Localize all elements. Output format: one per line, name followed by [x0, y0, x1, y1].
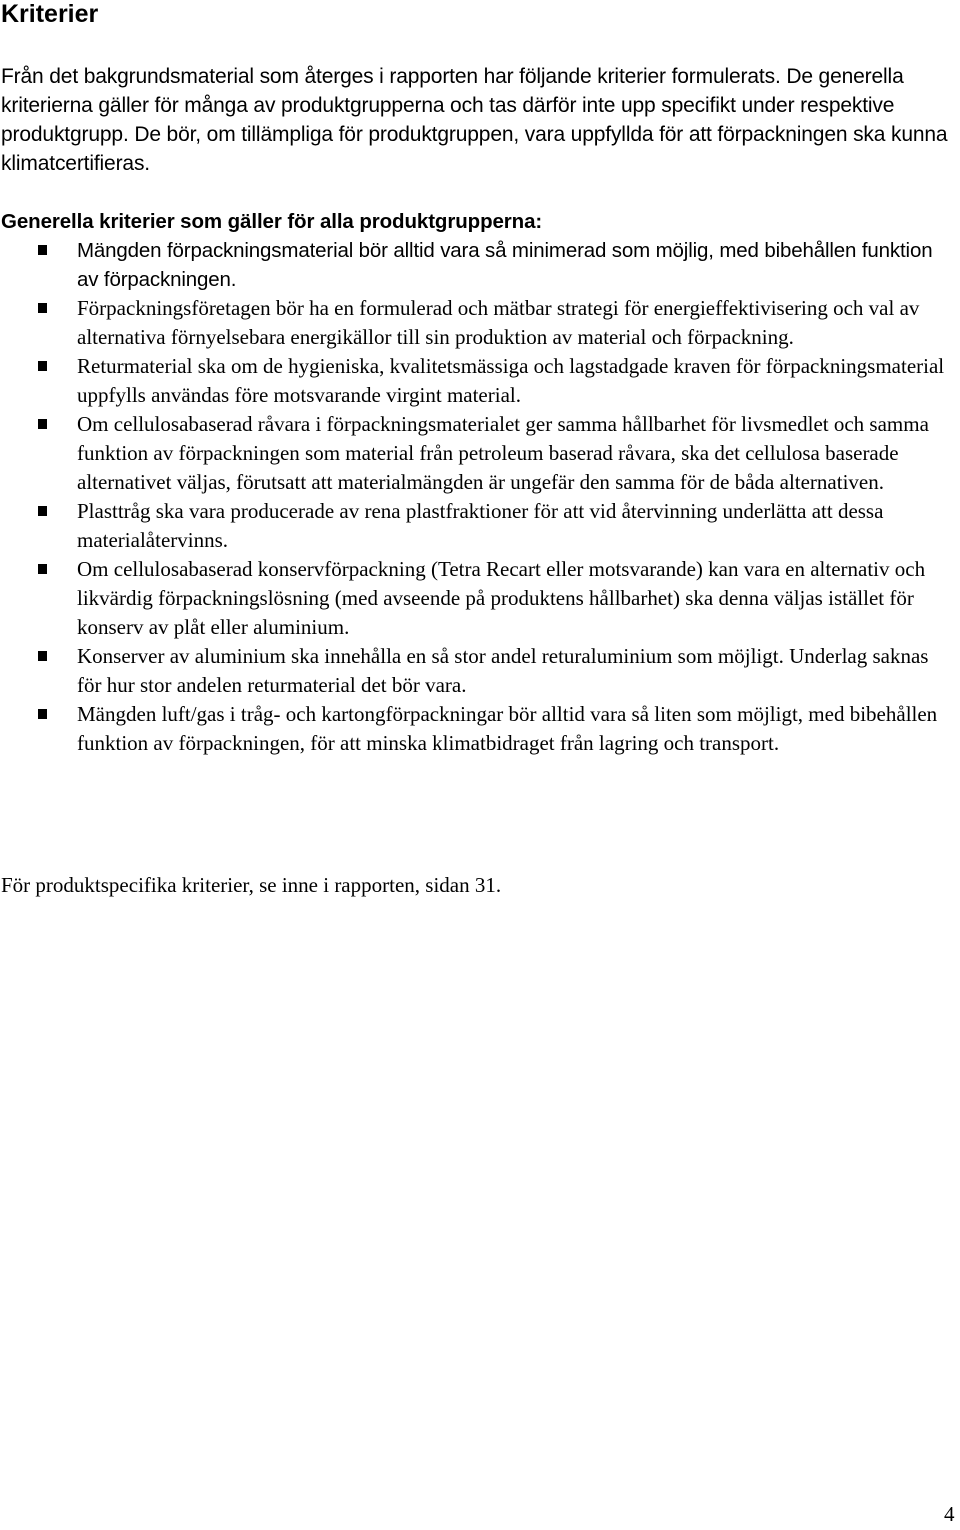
- list-item: [0, 294, 957, 352]
- square-bullet-icon: [38, 419, 47, 429]
- footnote: För produktspecifika kriterier, se inne i rapporten, sidan 31.: [1, 873, 502, 897]
- list-item-text: Om cellulosabaserad konservförpackning (Tetra Recart eller motsvarande) kan vara en alternativ och likvärdig förpackningslösning (med avseende på produktens hållbarhet) ska denna väljas istället för konserv av plåt eller aluminium.: [77, 557, 926, 639]
- list-item-text: Plasttråg ska vara producerade av rena plastfraktioner för att vid återvinning underlätta att dessa materialåtervinns.: [77, 499, 884, 552]
- list-item: [0, 497, 957, 555]
- list-item-text: Förpackningsföretagen bör ha en formulerad och mätbar strategi för energieffektivisering och val av alternativa förnyelsebara energikällor till sin produktion av material och förpackning.: [77, 296, 920, 349]
- square-bullet-icon: [38, 651, 47, 661]
- list-item-text: Om cellulosabaserad råvara i förpackningsmaterialet ger samma hållbarhet för livsmedlet och samma funktion av förpackningen som material från petroleum baserad råvara, ska det cellulosa baserade alternativet väljas, förutsatt att materialmängden är ungefär den samma för de båda alternativen.: [77, 412, 929, 494]
- square-bullet-icon: [38, 303, 47, 313]
- list-item: [0, 700, 957, 758]
- square-bullet-icon: [38, 506, 47, 516]
- section-subheading: Generella kriterier som gäller för alla produktgrupperna:: [1, 210, 543, 233]
- intro-paragraph: Från det bakgrundsmaterial som återges i rapporten har följande kriterier formulerats. De generella kriterierna gäller för många av produktgrupperna och tas därför inte upp specifikt under respektive produktgrupp. De bör, om tillämpliga för produktgruppen, vara uppfyllda för att förpackningen ska kunna klimatcertifieras.: [1, 65, 948, 175]
- page-title: Kriterier: [1, 0, 99, 28]
- list-item: [0, 555, 957, 642]
- square-bullet-icon: [38, 709, 47, 719]
- square-bullet-icon: [38, 361, 47, 371]
- list-item-text: Mängden förpackningsmaterial bör alltid vara så minimerad som möjlig, med bibehållen funktion av förpackningen.: [77, 239, 933, 291]
- page-number: 4: [944, 1502, 955, 1526]
- list-item-text: Konserver av aluminium ska innehålla en så stor andel returaluminium som möjligt. Underlag saknas för hur stor andelen returmaterial det bör vara.: [77, 644, 929, 697]
- square-bullet-icon: [38, 564, 47, 574]
- list-item: [0, 642, 957, 700]
- list-item: [0, 352, 957, 410]
- square-bullet-icon: [38, 245, 47, 255]
- list-item: [0, 236, 957, 294]
- list-item-text: Mängden luft/gas i tråg- och kartongförpackningar bör alltid vara så liten som möjligt, med bibehållen funktion av förpackningen, för att minska klimatbidraget från lagring och transport.: [77, 702, 938, 755]
- criteria-list: [0, 236, 960, 758]
- list-item: [0, 410, 957, 497]
- list-item-text: Returmaterial ska om de hygieniska, kvalitetsmässiga och lagstadgade kraven för förpackningsmaterial uppfylls användas före motsvarande virgint material.: [77, 354, 945, 407]
